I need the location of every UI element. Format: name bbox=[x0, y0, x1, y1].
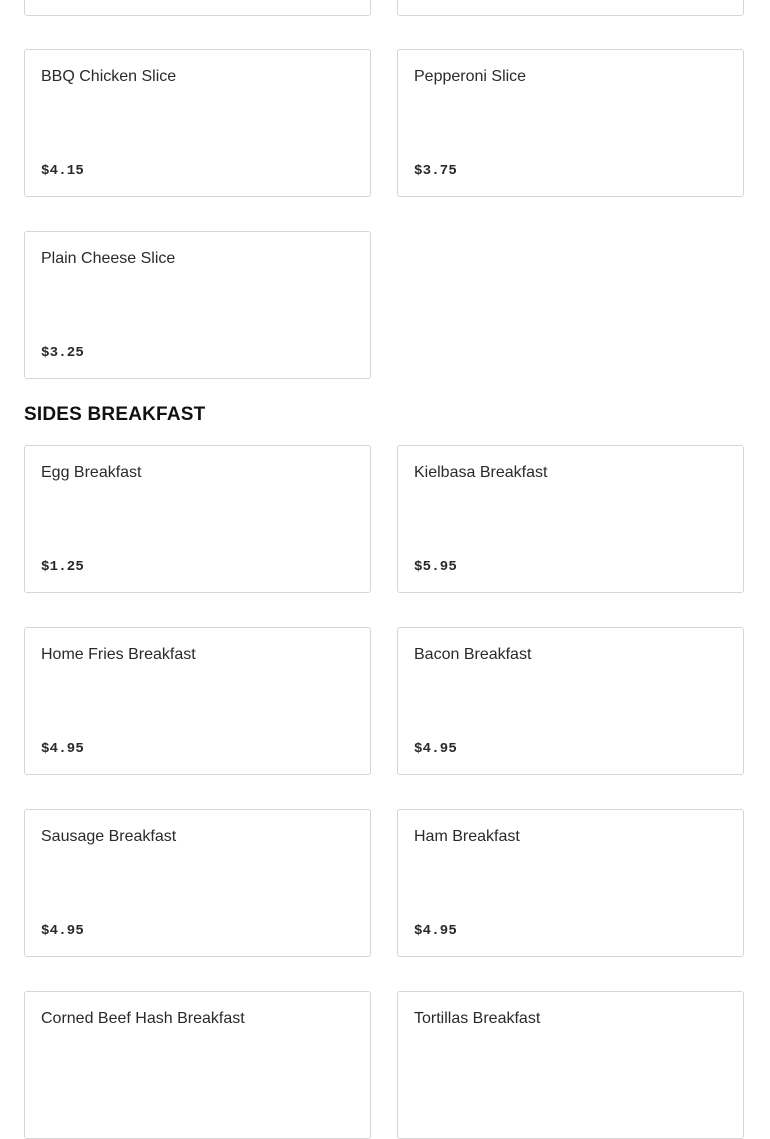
menu-item-price: $1.25 bbox=[41, 559, 85, 575]
menu-item-card[interactable] bbox=[24, 231, 371, 379]
menu-item-price: $4.95 bbox=[41, 923, 85, 939]
menu-item-card[interactable] bbox=[24, 991, 371, 1139]
menu-item-card[interactable] bbox=[397, 49, 744, 197]
menu-item-card[interactable] bbox=[24, 627, 371, 775]
menu-item-price: $4.95 bbox=[414, 923, 458, 939]
section-title: SIDES BREAKFAST bbox=[24, 404, 206, 425]
menu-item-price: $3.25 bbox=[41, 345, 85, 361]
menu-item-name: Corned Beef Hash Breakfast bbox=[41, 1010, 245, 1027]
menu-item-name: Tortillas Breakfast bbox=[414, 1010, 541, 1027]
menu-item-card[interactable] bbox=[397, 445, 744, 593]
menu-item-card[interactable] bbox=[397, 991, 744, 1139]
menu-item-name: Kielbasa Breakfast bbox=[414, 464, 548, 481]
menu-item-card[interactable] bbox=[397, 809, 744, 957]
menu-item-card[interactable] bbox=[397, 0, 744, 16]
menu-item-name: Bacon Breakfast bbox=[414, 646, 532, 663]
menu-item-name: Plain Cheese Slice bbox=[41, 250, 176, 267]
menu-item-price: $4.95 bbox=[414, 741, 458, 757]
menu-item-name: BBQ Chicken Slice bbox=[41, 68, 177, 85]
menu-item-name: Egg Breakfast bbox=[41, 464, 142, 481]
menu-item-price: $4.95 bbox=[41, 741, 85, 757]
menu-item-price: $3.75 bbox=[414, 163, 458, 179]
menu-item-card[interactable] bbox=[24, 445, 371, 593]
menu-item-name: Ham Breakfast bbox=[414, 828, 520, 845]
menu-item-name: Home Fries Breakfast bbox=[41, 646, 196, 663]
menu-item-price: $4.15 bbox=[41, 163, 85, 179]
menu-item-card[interactable] bbox=[397, 627, 744, 775]
menu-item-price: $5.95 bbox=[414, 559, 458, 575]
menu-item-name: Sausage Breakfast bbox=[41, 828, 177, 845]
menu-item-card[interactable] bbox=[24, 809, 371, 957]
menu-item-name: Pepperoni Slice bbox=[414, 68, 527, 85]
menu-item-card[interactable] bbox=[24, 49, 371, 197]
menu-item-card[interactable] bbox=[24, 0, 371, 16]
